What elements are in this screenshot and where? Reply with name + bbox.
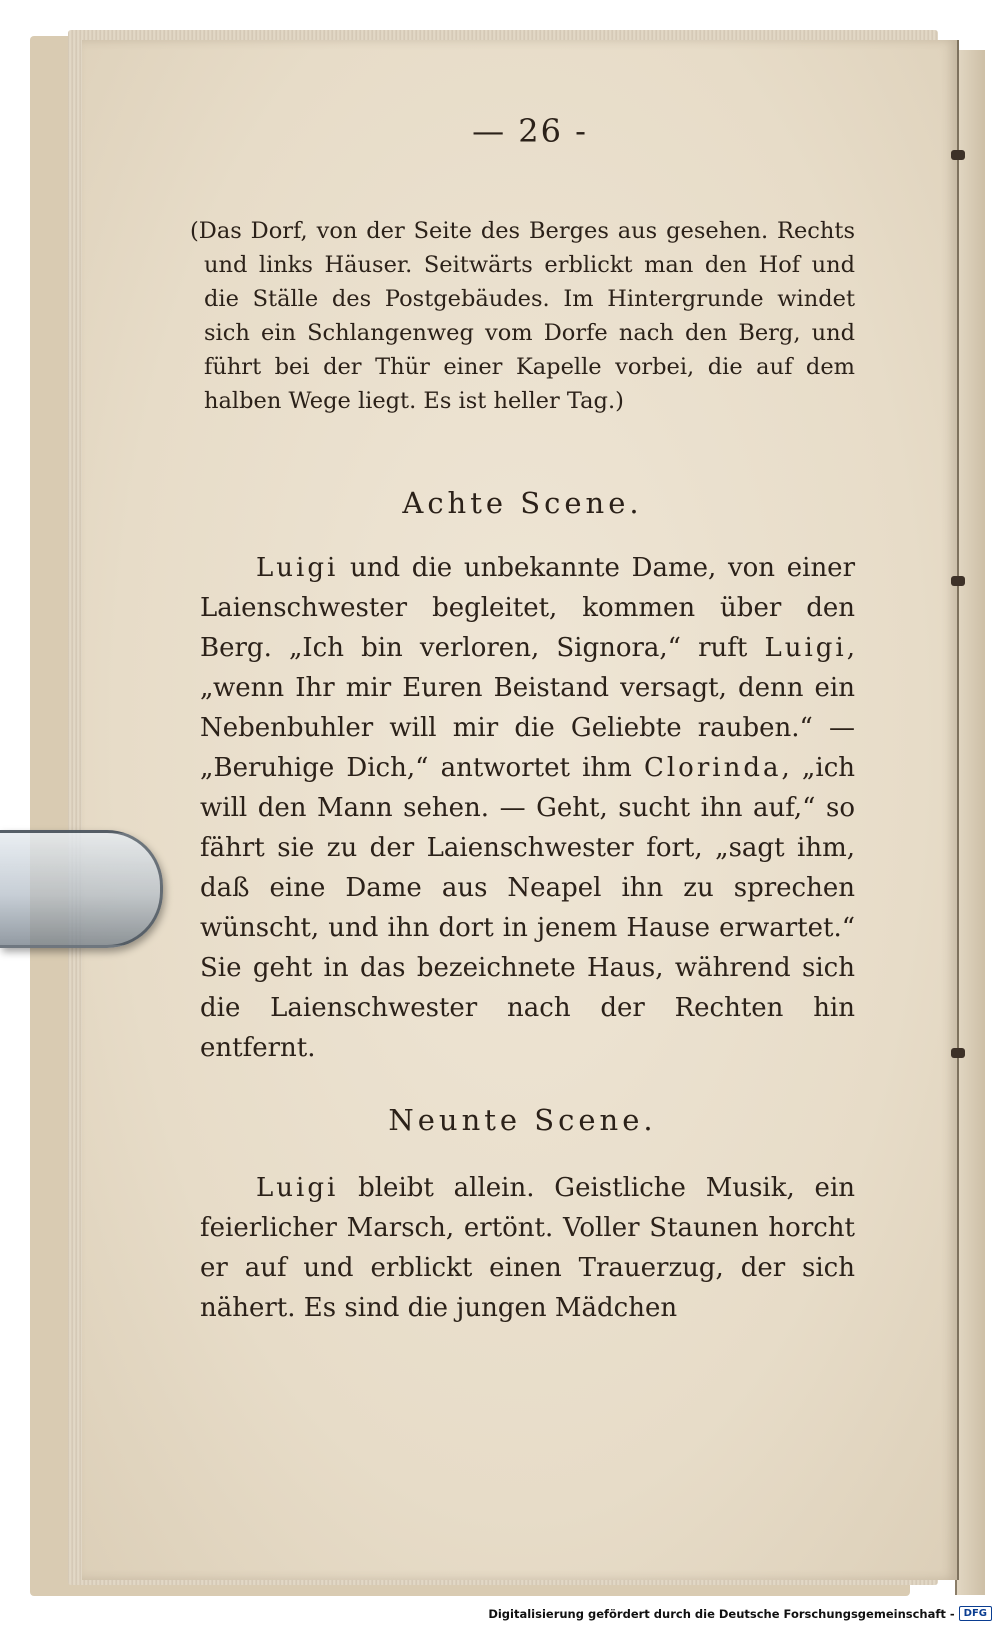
digitization-credit [488, 1606, 992, 1621]
scene-9-text-part-1: bleibt allein. Geistliche Musik, ein feierlicher Marsch, ertönt. Voller Staunen horcht er auf und erblickt einen Trauerzug, der sich nähert. Es sind die jungen Mädchen [200, 1173, 855, 1323]
scene-title-neunte: Neunte Scene. [388, 1103, 657, 1137]
scene-title-achte: Achte Scene. [402, 486, 643, 520]
right-page-edge [955, 50, 985, 1595]
scene-8-text-part-3: , „ich will den Mann sehen. — Geht, sucht ihn auf,“ so fährt sie zu der Laienschwester fort, „sagt ihm, daß eine Dame aus Neapel ihn zu sprechen wünscht, und ihn dort in jenem Hause erwartet.“ Sie geht in das bezeichnete Haus, während sich die Laienschwester nach der Rechten hin entfernt. [200, 753, 855, 1063]
character-name-clorinda: Clorinda [643, 753, 782, 783]
character-name-luigi: Luigi [256, 1173, 339, 1203]
scene-8-text-part-2: , „wenn Ihr mir Euren Beistand versagt, denn ein Nebenbuhler will mir die Geliebte rauben.“ — „Beruhige Dich,“ antwortet ihm [200, 633, 855, 783]
page-holder-clip [0, 830, 163, 948]
credit-text: Digitalisierung gefördert durch die Deutsche Forschungsgemeinschaft - [488, 1606, 955, 1621]
binding-stitch [951, 1048, 965, 1058]
character-name-luigi: Luigi [764, 633, 847, 663]
page-number: — 26 - [472, 112, 588, 150]
binding-stitch [951, 150, 965, 160]
scene-8-paragraph [200, 548, 855, 1068]
stage-direction: (Das Dorf, von der Seite des Berges aus gesehen. Rechts und links Häuser. Seitwärts erblickt man den Hof und die Ställe des Postgebäudes. Im Hintergrunde windet sich ein Schlangenweg vom Dorfe nach den Berg, und führt bei der Thür einer Kapelle vorbei, die auf dem halben Wege liegt. Es ist heller Tag.) [190, 218, 855, 414]
scene-9-paragraph [200, 1168, 855, 1328]
scene-8-text-part-1: und die unbekannte Dame, von einer Laienschwester begleitet, kommen über den Berg. „Ich bin verloren, Signora,“ ruft [200, 553, 855, 663]
character-name-luigi: Luigi [256, 553, 339, 583]
binding-stitch [951, 576, 965, 586]
dfg-logo: DFG [959, 1606, 992, 1621]
